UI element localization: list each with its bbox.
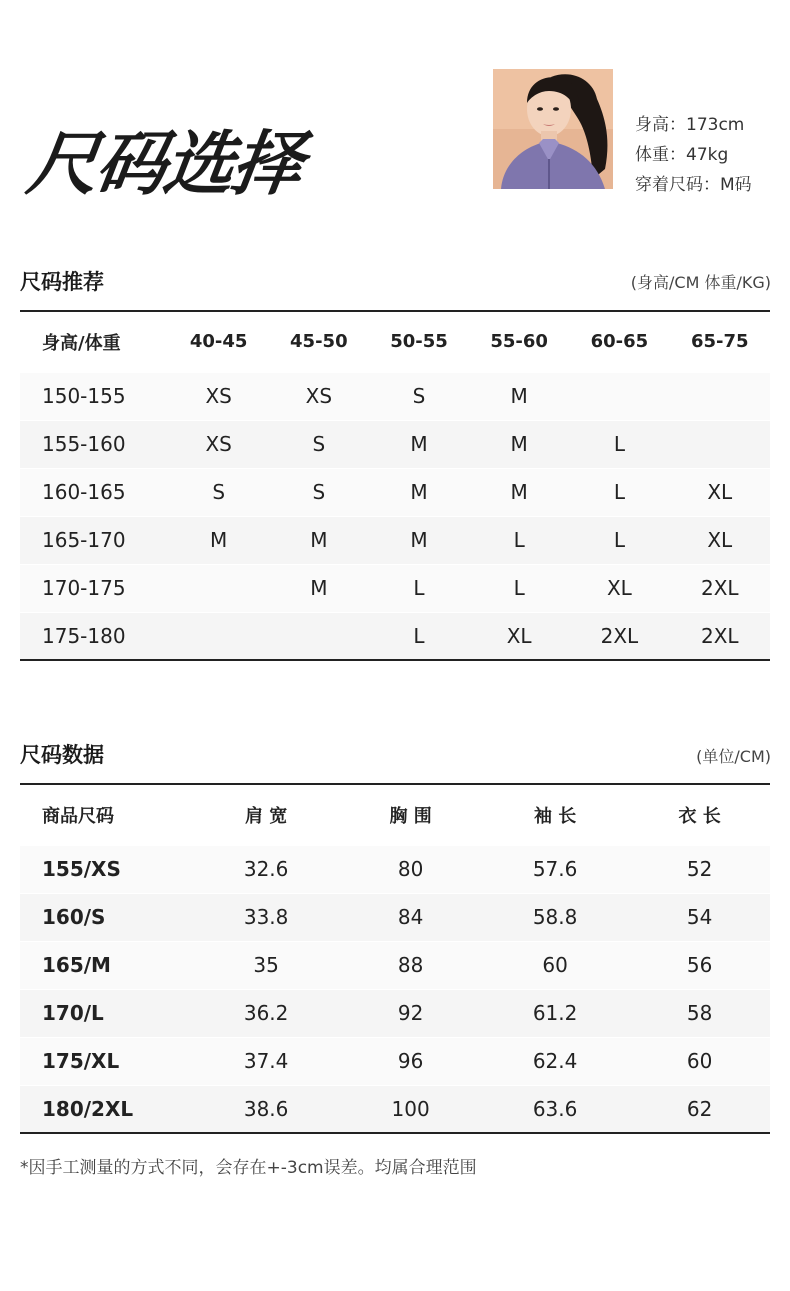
recommend-unit: (身高/CM 体重/KG) (630, 273, 771, 292)
table-cell: 62.4 (481, 1037, 629, 1085)
header-cell: 60-65 (590, 331, 649, 353)
table-row (20, 420, 770, 468)
table-cell: 100 (340, 1085, 481, 1133)
table-cell: L (469, 516, 569, 564)
table-cell: M (369, 516, 469, 564)
table-cell (569, 372, 669, 420)
table-cell: 2XL (670, 612, 770, 660)
table-cell: XL (670, 516, 770, 564)
table-header-row (20, 311, 770, 372)
page-title: 尺码选择 (22, 123, 307, 205)
table-row (20, 516, 770, 564)
model-height: 身高：173cm (635, 115, 745, 135)
header-cell: 45-50 (290, 331, 348, 353)
header-cell: 50-55 (390, 331, 448, 353)
table-row (20, 893, 770, 941)
dimensions-title: 尺码数据 (20, 743, 104, 767)
table-cell: 33.8 (192, 893, 340, 941)
table-cell: 2XL (670, 564, 770, 612)
table-cell: XS (169, 372, 269, 420)
table-cell: 150-155 (20, 372, 169, 420)
table-row (20, 989, 770, 1037)
table-cell (269, 612, 369, 660)
table-cell: XL (670, 468, 770, 516)
measurement-footnote: *因手工测量的方式不同，会存在+-3cm误差。均属合理范围 (20, 1158, 477, 1178)
model-size: 穿着尺码：M码 (635, 175, 752, 195)
table-cell (670, 420, 770, 468)
table-cell: 170/L (20, 989, 192, 1037)
table-cell: 52 (629, 845, 770, 893)
table-cell: 155-160 (20, 420, 169, 468)
table-cell (169, 564, 269, 612)
table-cell: 160/S (20, 893, 192, 941)
size-dimensions-table (20, 783, 770, 1134)
table-row (20, 1085, 770, 1133)
table-header-row (20, 784, 770, 845)
table-cell (169, 612, 269, 660)
table-cell: 60 (481, 941, 629, 989)
header-cell: 衣 长 (678, 805, 721, 827)
table-cell: 56 (629, 941, 770, 989)
table-cell: 54 (629, 893, 770, 941)
table-cell: 175/XL (20, 1037, 192, 1085)
table-row (20, 612, 770, 660)
table-row (20, 941, 770, 989)
table-row (20, 372, 770, 420)
table-cell: 92 (340, 989, 481, 1037)
table-cell: L (469, 564, 569, 612)
table-cell: M (269, 516, 369, 564)
table-cell: S (269, 420, 369, 468)
table-cell: 165/M (20, 941, 192, 989)
table-cell: 36.2 (192, 989, 340, 1037)
table-cell: 88 (340, 941, 481, 989)
table-cell: 170-175 (20, 564, 169, 612)
model-weight: 体重：47kg (635, 145, 729, 165)
table-cell: XS (169, 420, 269, 468)
table-cell: 58.8 (481, 893, 629, 941)
size-recommend-table (20, 310, 770, 661)
table-cell: L (569, 516, 669, 564)
header-cell: 40-45 (189, 331, 248, 353)
table-cell: M (269, 564, 369, 612)
table-cell: 84 (340, 893, 481, 941)
table-cell: M (469, 468, 569, 516)
table-cell: M (369, 420, 469, 468)
table-cell: 35 (192, 941, 340, 989)
table-cell: 60 (629, 1037, 770, 1085)
header-cell: 商品尺码 (42, 805, 114, 827)
table-row (20, 564, 770, 612)
table-cell: 62 (629, 1085, 770, 1133)
dimensions-unit: (单位/CM) (696, 747, 771, 766)
table-cell: 160-165 (20, 468, 169, 516)
table-cell: M (469, 372, 569, 420)
header-cell: 55-60 (490, 331, 548, 353)
table-cell: 61.2 (481, 989, 629, 1037)
header-cell: 胸 围 (389, 805, 432, 827)
table-cell (670, 372, 770, 420)
table-cell: 175-180 (20, 612, 169, 660)
table-cell: M (169, 516, 269, 564)
table-cell: M (369, 468, 469, 516)
header-cell: 65-75 (691, 331, 749, 353)
model-info (635, 110, 752, 200)
table-cell: 58 (629, 989, 770, 1037)
header-cell: 肩 宽 (244, 805, 288, 827)
table-cell: 155/XS (20, 845, 192, 893)
table-cell: S (269, 468, 369, 516)
header-cell: 袖 长 (533, 805, 577, 827)
table-cell: 32.6 (192, 845, 340, 893)
model-photo (493, 69, 613, 189)
header-cell: 身高/体重 (42, 332, 121, 354)
table-cell: XS (269, 372, 369, 420)
table-row (20, 468, 770, 516)
table-cell: 38.6 (192, 1085, 340, 1133)
table-cell: 63.6 (481, 1085, 629, 1133)
table-cell: 180/2XL (20, 1085, 192, 1133)
table-row (20, 845, 770, 893)
table-cell: 57.6 (481, 845, 629, 893)
table-cell: XL (469, 612, 569, 660)
table-cell: 96 (340, 1037, 481, 1085)
table-cell: 2XL (569, 612, 669, 660)
table-row (20, 1037, 770, 1085)
table-cell: L (369, 612, 469, 660)
table-cell: S (169, 468, 269, 516)
table-cell: 37.4 (192, 1037, 340, 1085)
recommend-title: 尺码推荐 (20, 270, 104, 294)
table-cell: M (469, 420, 569, 468)
table-cell: L (569, 420, 669, 468)
table-cell: L (569, 468, 669, 516)
model-photo-image (493, 69, 613, 189)
table-cell: 165-170 (20, 516, 169, 564)
table-cell: L (369, 564, 469, 612)
table-cell: XL (569, 564, 669, 612)
table-cell: S (369, 372, 469, 420)
table-cell: 80 (340, 845, 481, 893)
